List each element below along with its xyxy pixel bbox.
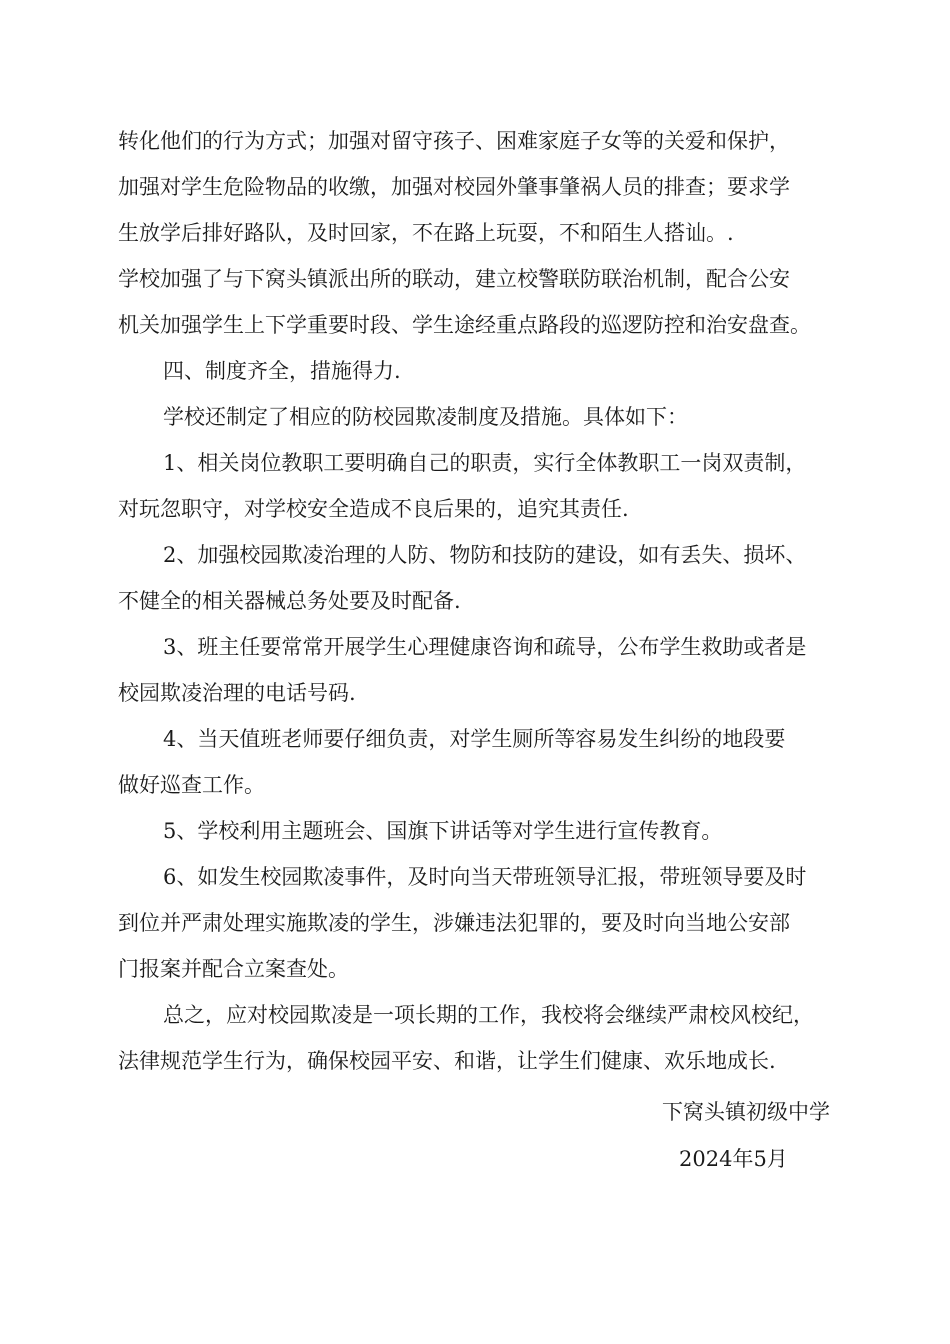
list-item-3: 3、班主任要常常开展学生心理健康咨询和疏导，公布学生救助或者是 — [163, 635, 807, 659]
list-item-5: 5、学校利用主题班会、国旗下讲话等对学生进行宣传教育。 — [163, 819, 723, 843]
text-line: 法律规范学生行为，确保校园平安、和谐，让学生们健康、欢乐地成长. — [118, 1049, 776, 1073]
text-line: 到位并严肃处理实施欺凌的学生，涉嫌违法犯罪的，要及时向当地公安部 — [118, 911, 790, 935]
text-line: 学校加强了与下窝头镇派出所的联动，建立校警联防联治机制，配合公安 — [118, 267, 790, 291]
conclusion-paragraph: 总之，应对校园欺凌是一项长期的工作，我校将会继续严肃校风校纪， — [163, 1003, 814, 1027]
text-line: 不健全的相关器械总务处要及时配备. — [118, 589, 461, 613]
text-line: 生放学后排好路队，及时回家，不在路上玩耍，不和陌生人搭讪。. — [118, 221, 734, 245]
list-item-2: 2、加强校园欺凌治理的人防、物防和技防的建设，如有丢失、损坏、 — [163, 543, 807, 567]
text-line: 对玩忽职守，对学校安全造成不良后果的，追究其责任. — [118, 497, 629, 521]
list-item-4: 4、当天值班老师要仔细负责，对学生厕所等容易发生纠纷的地段要 — [163, 727, 786, 751]
signature-date: 2024年5月 — [679, 1147, 788, 1171]
text-line: 加强对学生危险物品的收缴，加强对校园外肇事肇祸人员的排查；要求学 — [118, 175, 790, 199]
section-heading: 四、制度齐全，措施得力. — [163, 359, 401, 383]
text-line: 校园欺凌治理的电话号码. — [118, 681, 356, 705]
list-item-6: 6、如发生校园欺凌事件，及时向当天带班领导汇报，带班领导要及时 — [163, 865, 807, 889]
list-item-1: 1、相关岗位教职工要明确自己的职责，实行全体教职工一岗双责制， — [163, 451, 807, 475]
text-line: 转化他们的行为方式；加强对留守孩子、困难家庭子女等的关爱和保护， — [118, 129, 790, 153]
document-body — [118, 118, 846, 1084]
signature-organization: 下窝头镇初级中学 — [662, 1100, 830, 1124]
text-line: 学校还制定了相应的防校园欺凌制度及措施。具体如下： — [163, 405, 688, 429]
text-line: 做好巡查工作。 — [118, 773, 265, 797]
text-line: 门报案并配合立案查处。 — [118, 957, 349, 981]
text-line: 机关加强学生上下学重要时段、学生途经重点路段的巡逻防控和治安盘查。 — [118, 313, 811, 337]
